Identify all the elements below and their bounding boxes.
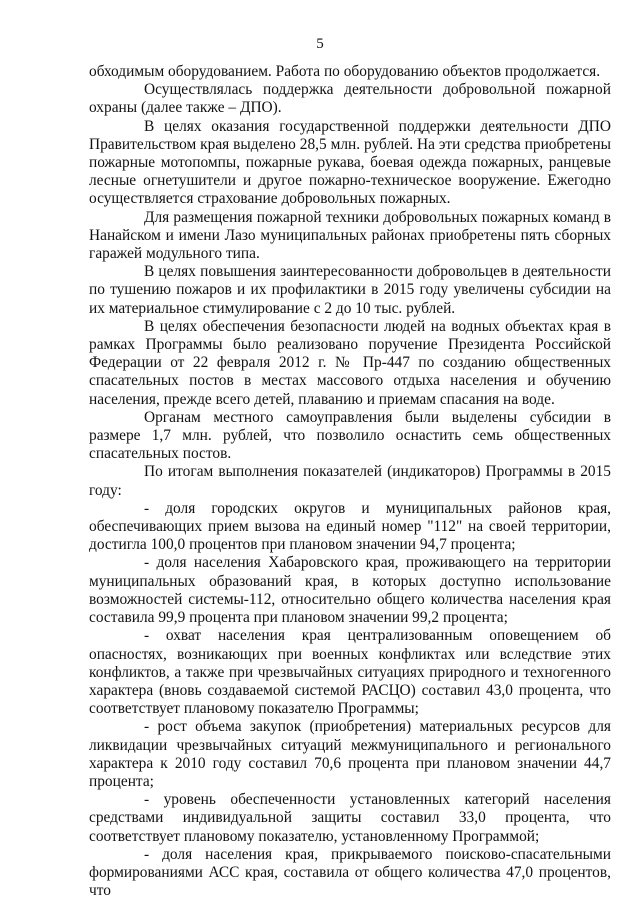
list-item-rescue-coverage: - доля населения края, прикрываемого поисково-спасательными формированиями АСС края, составила от общего количества 47,0 процентов, что [89, 845, 611, 900]
list-item-material-reserves: - рост объема закупок (приобретения) материальных ресурсов для ликвидации чрезвычайных ситуаций межмуниципального и регионального характера к 2010 году составил 70,6 процента при плановом значении 44,7 процента; [89, 718, 611, 790]
list-item-112-districts: - доля городских округов и муниципальных районов края, обеспечивающих прием вызова на единый номер "112" на своей территории, достигла 100,0 процентов при плановом значении 94,7 процента; [89, 499, 611, 554]
paragraph-dpo-funding: В целях оказания государственной поддержки деятельности ДПО Правительством края выделено 28,5 млн. рублей. На эти средства приобретены пожарные мотопомпы, пожарные рукава, боевая одежда пожарных, ранцевые лесные огнетушители и другое пожарно-техническое вооружение. Ежегодно осуществляется страхование добровольных пожарных. [89, 117, 611, 208]
paragraph-garages: Для размещения пожарной техники добровольных пожарных команд в Нанайском и имени Лазо муниципальных районах приобретены пять сборных гаражей модульного типа. [89, 208, 611, 263]
paragraph-water-safety: В целях обеспечения безопасности людей на водных объектах края в рамках Программы было реализовано поручение Президента Российской Федерации от 22 февраля 2012 г. № Пр-447 по созданию общественных спасательных постов в местах массового отдыха населения и обучению населения, прежде всего детей, плаванию и приемам спасания на воде. [89, 317, 611, 408]
paragraph-volunteer-subsidies: В целях повышения заинтересованности добровольцев в деятельности по тушению пожаров и их профилактики в 2015 году увеличены субсидии на их материальное стимулирование с 2 до 10 тыс. рублей. [89, 263, 611, 317]
document-body [89, 63, 611, 900]
list-item-112-population: - доля населения Хабаровского края, проживающего на территории муниципальных образований края, в которых доступно использование возможностей системы-112, относительно общего количества населения края составила 99,9 процента при плановом значении 99,2 процента; [89, 554, 611, 627]
paragraph-continuation: обходимым оборудованием. Работа по оборудованию объектов продолжается. [89, 63, 601, 80]
paragraph-indicators-intro: По итогам выполнения показателей (индикаторов) Программы в 2015 году: [89, 463, 611, 499]
paragraph-dpo-support: Осуществлялась поддержка деятельности добровольной пожарной охраны (далее также – ДПО). [89, 81, 611, 117]
list-item-protective-equipment: - уровень обеспеченности установленных категорий населения средствами индивидуальной защиты составил 33,0 процента, что соответствует плановому показателю, установленному Программой; [89, 791, 611, 845]
paragraph-rescue-posts: Органам местного самоуправления были выделены субсидии в размере 1,7 млн. рублей, что позволило оснастить семь общественных спасательных постов. [89, 408, 611, 463]
list-item-warning-coverage: - охват населения края централизованным оповещением об опасностях, возникающих при военных конфликтах или вследствие этих конфликтов, а также при чрезвычайных ситуациях природного и техногенного характера (вновь создаваемой системой РАСЦО) составил 43,0 процента, что соответствует плановому показателю Программы; [89, 627, 611, 718]
page-number: 5 [316, 36, 324, 52]
